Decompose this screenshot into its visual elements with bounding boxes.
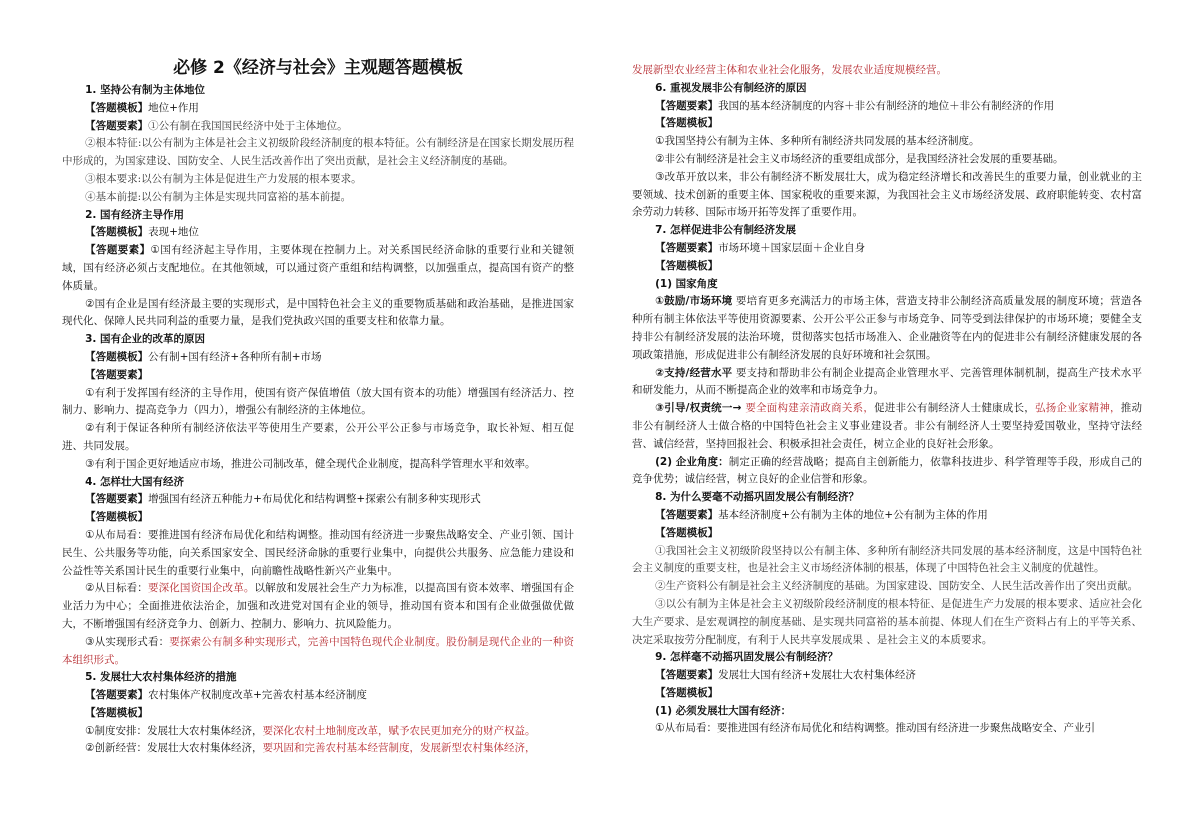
paragraph (62, 580, 574, 633)
paragraph (62, 687, 574, 705)
section-heading (62, 82, 574, 100)
left-column (62, 82, 574, 812)
bold-label: (1) 国家角度 (655, 277, 718, 290)
paragraph (62, 456, 574, 474)
paragraph (62, 100, 574, 118)
text-run: ③根本要求:以公有制为主体是促进生产力发展的根本要求。 (85, 172, 362, 185)
bold-label: (1) 必须发展壮大国有经济： (655, 704, 792, 717)
paragraph (62, 634, 574, 670)
paragraph (632, 578, 1142, 596)
bold-label: ③引导/权责统一→ (655, 402, 746, 415)
paragraph (62, 385, 574, 421)
section-heading (632, 222, 1142, 240)
section-heading (632, 649, 1142, 667)
bold-label: 【答题模板】 (655, 526, 719, 539)
text-run: ①国有经济起主导作用，主要体现在控制力上。对关系国民经济命脉的重要行业和关键领域，国有经济必须占支配地位。在其他领域，可以通过资产重组和结构调整，以加强重点，提高国有资产的整体质量。 (62, 244, 574, 292)
text-run: ①从布局看：要推进国有经济布局优化和结构调整。推动国有经济进一步聚焦战略安全、产业引领、国计民生、公共服务等功能，向关系国家安全、国民经济命脉的重要行业集中，向提供公共服务、应急能力建设和公益性等关系国计民生的重要行业集中，向前瞻性战略性新兴产业集中。 (62, 528, 574, 577)
paragraph (632, 525, 1142, 543)
paragraph (62, 189, 574, 207)
section-heading (62, 474, 574, 492)
bold-label: 【答题模板】 (85, 350, 149, 363)
section-heading (62, 669, 574, 687)
text-run: 促进非公有制经济人士健康成长， (874, 402, 1035, 415)
paragraph (632, 293, 1142, 364)
bold-label: 3. 国有企业的改革的原因 (85, 333, 206, 346)
text-run: ②国有企业是国有经济最主要的实现形式，是中国特色社会主义的重要物质基础和政治基础，是推进国家现代化、保障人民共同利益的重要力量，是我们党执政兴国的重要支柱和依靠力量。 (62, 297, 574, 328)
paragraph (632, 365, 1142, 401)
text-run: 公有制+国有经济+各种所有制+市场 (148, 350, 322, 363)
bold-label: ②支持/经营水平 (655, 366, 733, 379)
highlighted-text: 要巩固和完善农村基本经营制度，发展新型农村集体经济， (262, 742, 536, 755)
bold-label: 【答题要素】 (655, 508, 719, 521)
section-heading (62, 331, 574, 349)
bold-label: 【答题模板】 (85, 226, 149, 239)
text-run: ②有利于保证各种所有制经济依法平等使用生产要素，公开公平公正参与市场竞争，取长补短、相互促进、共同发展。 (62, 422, 574, 452)
bold-label: ①鼓励/市场环境 (655, 295, 733, 308)
paragraph (632, 543, 1142, 579)
bold-label: 8. 为什么要毫不动摇巩固发展公有制经济？ (655, 491, 860, 504)
bold-label: 5. 发展壮大农村集体经济的措施 (85, 671, 237, 684)
section-heading (632, 80, 1142, 98)
bold-label: 1. 坚持公有制为主体地位 (85, 84, 206, 96)
bold-label: 【答题要素】 (85, 119, 149, 132)
paragraph (62, 491, 574, 509)
text-run: 以解放和发展社会生产力为标准，以提高国有资本效率、增强国有企业活力为中心；全面推进依法治企，加强和改进党对国有企业的领导，推动国有资本和国有企业做强做优做大，不断增强国有经济竞争力、创新力、控制力、影响力、抗风险能力。 (62, 582, 574, 630)
text-run: 制定正确的经营战略；提高自主创新能力，依靠科技进步、科学管理等手段，形成自己的竞争优势；诚信经营，树立良好的企业信誉和形象。 (632, 455, 1142, 486)
paragraph (62, 509, 574, 527)
right-column (632, 62, 1142, 812)
paragraph (632, 98, 1142, 116)
text-run: ①我国坚持公有制为主体、多种所有制经济共同发展的基本经济制度。 (655, 135, 980, 148)
bold-label: 9. 怎样毫不动摇巩固发展公有制经济？ (655, 651, 839, 664)
bold-label: 【答题模板】 (655, 686, 719, 699)
text-run: ③以公有制为主体是社会主义初级阶段经济制度的根本特征、是促进生产力发展的根本要求、适应社会化大生产要求、是宏观调控的制度基础、是实现共同富裕的基本前提、体现人们在生产资料占有上的平等关系、决定采取按劳分配制度，有利于人民共享发展成果 、是社会主义的本质要求。 (632, 597, 1142, 646)
section-heading (632, 489, 1142, 507)
highlighted-text: 要深化国资国企改革。 (147, 582, 255, 595)
paragraph (62, 135, 574, 171)
text-run: ④基本前提:以公有制为主体是实现共同富裕的基本前提。 (85, 190, 352, 203)
paragraph (62, 527, 574, 580)
bold-label: 【答题要素】 (85, 689, 149, 702)
paragraph (62, 420, 574, 456)
paragraph (632, 720, 1142, 738)
paragraph (632, 667, 1142, 685)
paragraph (632, 276, 1142, 294)
paragraph (632, 133, 1142, 151)
paragraph (632, 703, 1142, 721)
text-run: ②非公有制经济是社会主义市场经济的重要组成部分，是我国经济社会发展的重要基础。 (655, 152, 1064, 165)
text-run: 市场环境＋国家层面＋企业自身 (718, 241, 866, 254)
highlighted-text: 弘扬企业家精神， (1034, 402, 1121, 415)
text-run: ③从实现形式看： (85, 635, 170, 648)
bold-label: 【答题要素】 (85, 493, 149, 506)
text-run: 要支持和帮助非公有制企业提高企业管理水平、完善管理体制机制，提高生产技术水平和研发能力，从而不断提高企业的效率和市场竞争力。 (632, 366, 1142, 397)
paragraph (62, 118, 574, 136)
paragraph (62, 349, 574, 367)
paragraph (632, 169, 1142, 222)
paragraph (62, 705, 574, 723)
bold-label: 【答题模板】 (85, 511, 149, 524)
paragraph (632, 151, 1142, 169)
text-run: ②创新经营：发展壮大农村集体经济， (85, 742, 263, 755)
highlighted-text: 要探索公有制多种实现形式，完善中国特色现代企业制度。股份制是现代企业的一种资本组织形式。 (62, 635, 574, 666)
paragraph (632, 454, 1142, 490)
text-run: 推动非公有制经济人士做合格的中国特色社会主义事业建设者。非公有制经济人士要坚持爱国敬业，坚持守法经营、诚信经营，坚持回报社会、积极承担社会责任，树立企业的良好社会形象。 (632, 402, 1142, 450)
text-run: ①有利于发挥国有经济的主导作用，使国有资产保值增值（放大国有资本的功能）增强国有经济活力、控制力、影响力、提高竞争力（四力），增强公有制经济的主体地位。 (62, 386, 574, 417)
text-run: ①从布局看：要推进国有经济布局优化和结构调整。推动国有经济进一步聚焦战略安全、产业引 (655, 722, 1096, 735)
bold-label: 【答题模板】 (655, 117, 719, 130)
paragraph (632, 507, 1142, 525)
bold-label: (2) 企业角度： (655, 455, 729, 468)
text-run: ②从目标看： (85, 582, 148, 595)
text-run: ①制度安排：发展壮大农村集体经济， (85, 724, 263, 737)
paragraph (632, 685, 1142, 703)
bold-label: 6. 重视发展非公有制经济的原因 (655, 81, 807, 94)
text-run: ②生产资料公有制是社会主义经济制度的基础。为国家建设、国防安全、人民生活改善作出了突出贡献。 (655, 580, 1139, 593)
text-run: ③有利于国企更好地适应市场，推进公司制改革，健全现代企业制度，提高科学管理水平和效率。 (85, 457, 536, 470)
text-run: 要培育更多充满活力的市场主体，营造支持非公制经济高质量发展的制度环境；营造各种所有制主体依法平等使用资源要素、公开公平公正参与市场竞争、同等受到法律保护的市场环境；要健全支持非公有制经济发展的法治环境，贯彻落实包括市场准入、企业融资等在内的促进非公有制经济健康发展的各项政策措施，形成促进非公有制经济发展的良好环境和社会氛围。 (632, 295, 1142, 361)
document-title: 必修 2《经济与社会》主观题答题模板 (173, 58, 463, 78)
paragraph (62, 723, 574, 741)
paragraph (62, 242, 574, 295)
bold-label: 【答题要素】 (655, 99, 719, 112)
bold-label: 7. 怎样促进非公有制经济发展 (655, 224, 797, 237)
bold-label: 【答题要素】 (85, 368, 149, 381)
section-heading (62, 207, 574, 225)
text-run: 发展壮大国有经济+发展壮大农村集体经济 (718, 669, 916, 682)
bold-label: 【答题模板】 (85, 101, 149, 114)
paragraph (632, 240, 1142, 258)
highlighted-text: 要全面构建亲清政商关系， (745, 402, 875, 415)
paragraph (632, 62, 1142, 80)
paragraph (62, 367, 574, 385)
text-run: ③改革开放以来，非公有制经济不断发展壮大，成为稳定经济增长和改善民生的重要力量，创业就业的主要领域、技术创新的重要主体、国家税收的重要来源，为我国社会主义市场经济发展、政府职能转变、农村富余劳动力转移、国际市场开拓等发挥了重要作用。 (632, 170, 1142, 219)
text-run: ①公有制在我国国民经济中处于主体地位。 (148, 119, 348, 132)
highlighted-text: 发展新型农业经营主体和农业社会化服务，发展农业适度规模经营。 (632, 64, 947, 76)
bold-label: 4. 怎样壮大国有经济 (85, 475, 185, 488)
paragraph (62, 224, 574, 242)
text-run: 表现+地位 (148, 226, 199, 239)
bold-label: 2. 国有经济主导作用 (85, 208, 185, 221)
text-run: 基本经济制度+公有制为主体的地位+公有制为主体的作用 (718, 508, 988, 521)
bold-label: 【答题要素】 (655, 669, 719, 682)
paragraph (62, 171, 574, 189)
highlighted-text: 要深化农村土地制度改革，赋予农民更加充分的财产权益。 (262, 724, 536, 737)
text-run: ②根本特征:以公有制为主体是社会主义初级阶段经济制度的根本特征。公有制经济是在国家长期发展历程中形成的，为国家建设、国防安全、人民生活改善作出了突出贡献，是社会主义经济制度的基础。 (62, 137, 574, 168)
paragraph (632, 258, 1142, 276)
bold-label: 【答题模板】 (655, 259, 719, 272)
text-run: ①我国社会主义初级阶段坚持以公有制主体、多种所有制经济共同发展的基本经济制度，这是中国特色社会主义制度的重要支柱，也是社会主义市场经济体制的根基，体现了中国特色社会主义制度的优越性。 (632, 544, 1142, 575)
paragraph (62, 296, 574, 332)
paragraph (62, 740, 574, 758)
text-run: 地位+作用 (148, 101, 199, 114)
text-run: 增强国有经济五种能力+布局优化和结构调整+探索公有制多种实现形式 (148, 493, 481, 506)
paragraph (632, 400, 1142, 453)
paragraph (632, 596, 1142, 649)
bold-label: 【答题要素】 (85, 244, 151, 257)
paragraph (632, 115, 1142, 133)
text-run: 农村集体产权制度改革+完善农村基本经济制度 (148, 689, 367, 702)
text-run: 我国的基本经济制度的内容＋非公有制经济的地位＋非公有制经济的作用 (718, 99, 1055, 112)
bold-label: 【答题要素】 (655, 241, 719, 254)
bold-label: 【答题模板】 (85, 706, 149, 719)
